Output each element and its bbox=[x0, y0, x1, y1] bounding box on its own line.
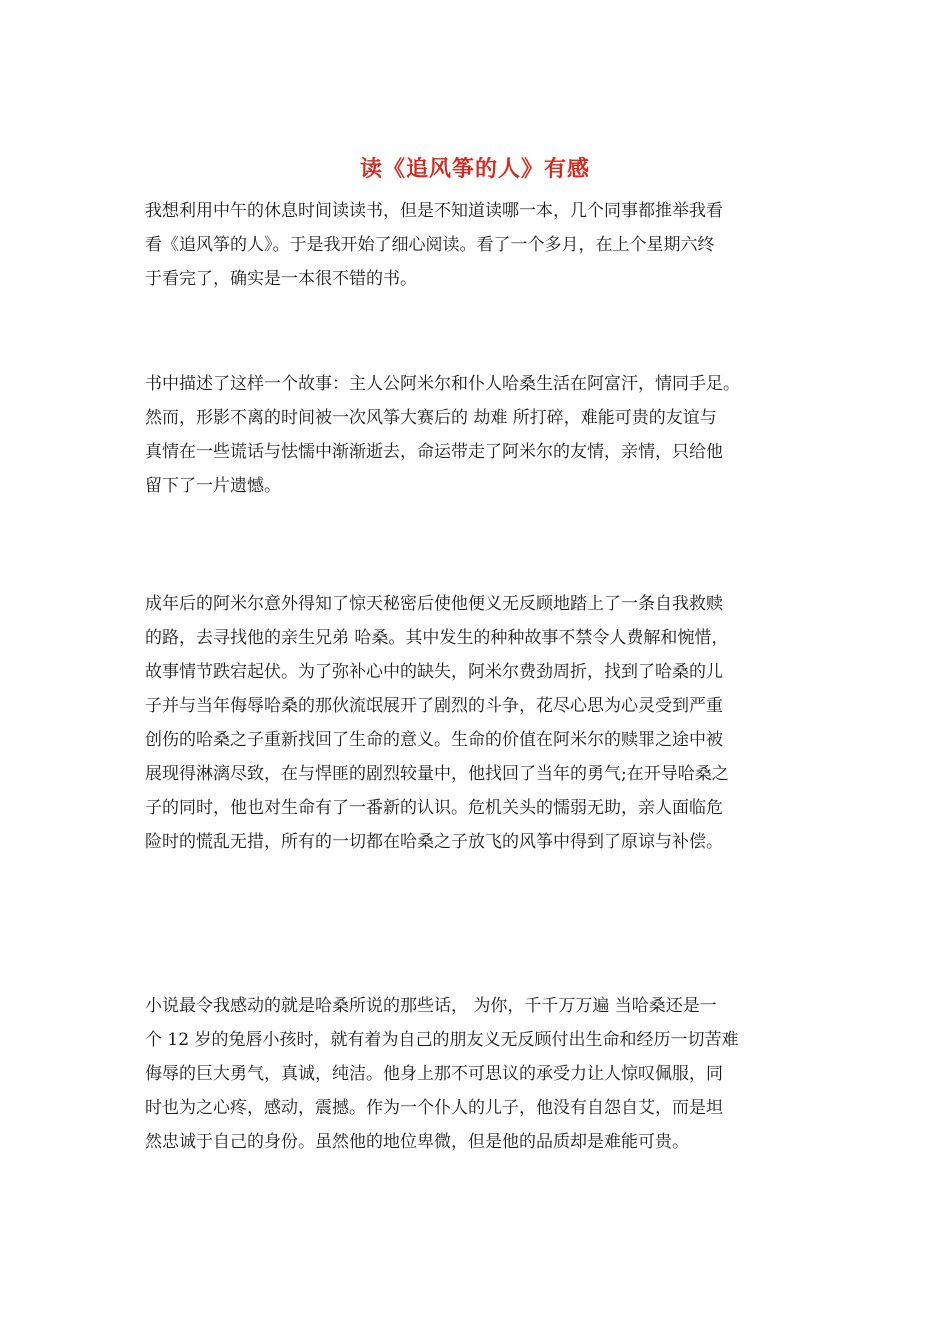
paragraph-line: 子并与当年侮辱哈桑的那伙流氓展开了剧烈的斗争，花尽心思为心灵受到严重 bbox=[145, 696, 723, 716]
paragraph-line: 侮辱的巨大勇气，真诚，纯洁。他身上那不可思议的承受力让人惊叹佩服，同 bbox=[145, 1064, 723, 1084]
paragraph-line: 成年后的阿米尔意外得知了惊天秘密后使他便义无反顾地踏上了一条自我救赎 bbox=[145, 594, 723, 614]
paragraph-line: 然忠诚于自己的身份。虽然他的地位卑微，但是他的品质却是难能可贵。 bbox=[145, 1132, 689, 1152]
paragraph-line: 时也为之心疼，感动，震撼。作为一个仆人的儿子，他没有自怨自艾，而是坦 bbox=[145, 1098, 723, 1118]
paragraph-1 bbox=[145, 194, 835, 296]
paragraph-line: 于看完了，确实是一本很不错的书。 bbox=[145, 269, 417, 289]
paragraph-4 bbox=[145, 989, 835, 1159]
paragraph-line: 看《追风筝的人》。于是我开始了细心阅读。看了一个多月，在上个星期六终 bbox=[145, 235, 715, 255]
paragraph-line: 我想利用中午的休息时间读读书，但是不知道读哪一本，几个同事都推举我看 bbox=[145, 201, 723, 221]
paragraph-line: 小说最令我感动的就是哈桑所说的那些话， 为你，千千万万遍 当哈桑还是一 bbox=[145, 996, 717, 1016]
paragraph-line: 留下了一片遗憾。 bbox=[145, 476, 281, 496]
paragraph-line: 书中描述了这样一个故事：主人公阿米尔和仆人哈桑生活在阿富汗，情同手足。 bbox=[145, 374, 740, 394]
paragraph-line: 然而，形影不离的时间被一次风筝大赛后的 劫难 所打碎，难能可贵的友谊与 bbox=[145, 408, 717, 428]
paragraph-line: 的路，去寻找他的亲生兄弟 哈桑。其中发生的种种故事不禁令人费解和惋惜， bbox=[145, 628, 729, 648]
paragraph-line: 子的同时，他也对生命有了一番新的认识。危机关头的懦弱无助，亲人面临危 bbox=[145, 798, 723, 818]
paragraph-line: 真情在一些谎话与怯懦中渐渐逝去，命运带走了阿米尔的友情，亲情，只给他 bbox=[145, 442, 723, 462]
document-title: 读《追风筝的人》有感 bbox=[359, 156, 590, 182]
paragraph-line: 创伤的哈桑之子重新找回了生命的意义。生命的价值在阿米尔的赎罪之途中被 bbox=[145, 730, 723, 750]
paragraph-line: 个 12 岁的兔唇小孩时，就有着为自己的朋友义无反顾付出生命和经历一切苦难 bbox=[145, 1030, 739, 1050]
paragraph-2 bbox=[145, 367, 835, 503]
paragraph-line: 险时的慌乱无措，所有的一切都在哈桑之子放飞的风筝中得到了原谅与补偿。 bbox=[145, 832, 723, 852]
paragraph-3 bbox=[145, 587, 835, 859]
paragraph-line: 展现得淋漓尽致，在与悍匪的剧烈较量中，他找回了当年的勇气;在开导哈桑之 bbox=[145, 764, 729, 784]
paragraph-line: 故事情节跌宕起伏。为了弥补心中的缺失，阿米尔费劲周折，找到了哈桑的儿 bbox=[145, 662, 723, 682]
